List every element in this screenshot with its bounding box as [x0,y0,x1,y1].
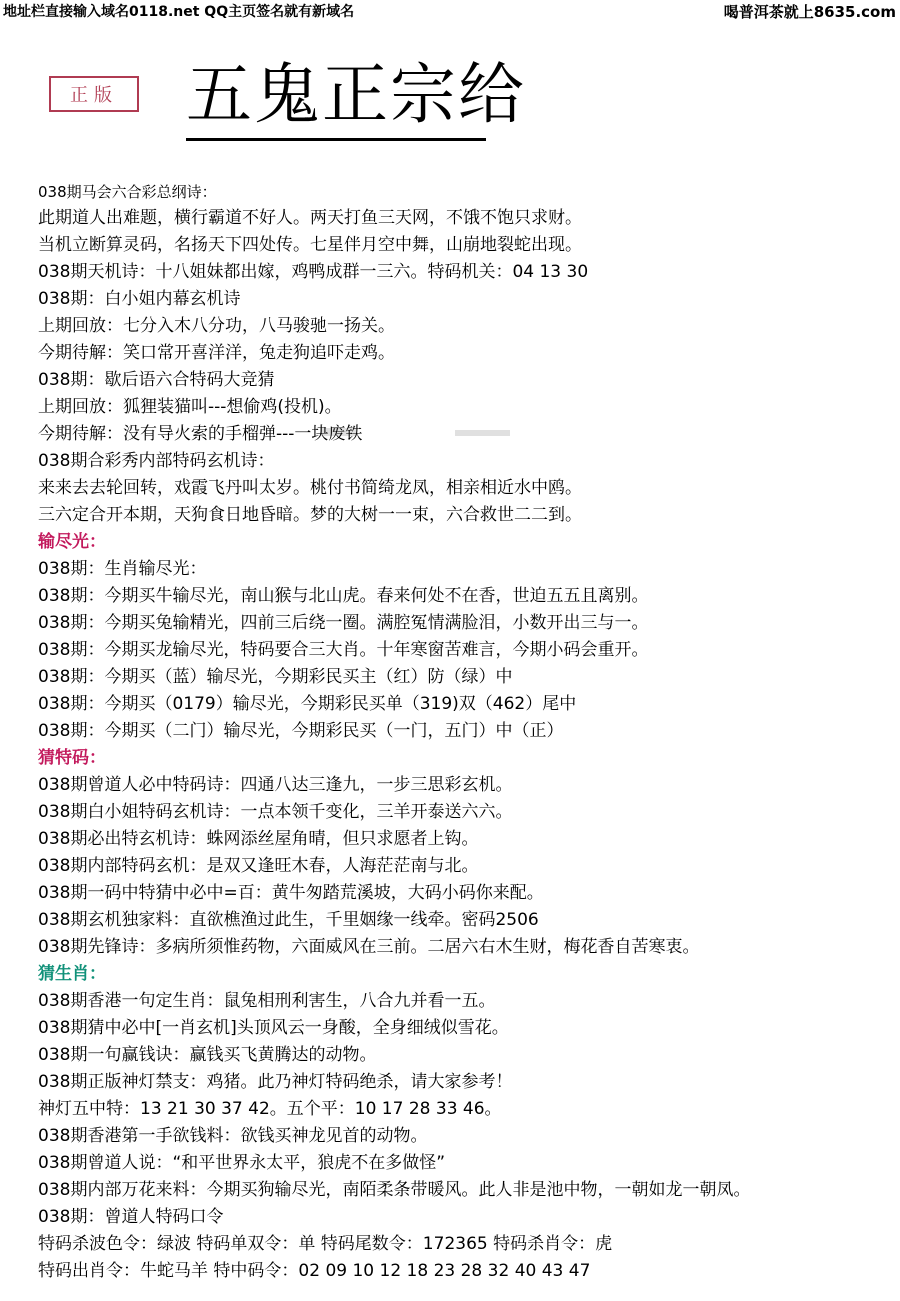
text-line: 上期回放：狐狸装猫叫---想偷鸡(投机)。 [38,397,342,417]
section-heading: 猜生肖： [38,964,106,984]
title-underline [186,138,486,141]
text-line: 038期必出特玄机诗：蛛网添丝屋角晴，但只求愿者上钩。 [38,829,479,849]
text-line: 038期：今期买龙输尽光，特码要合三大肖。十年寒窗苦难言，今期小码会重开。 [38,640,649,660]
text-line: 038期曾道人必中特码诗：四通八达三逢九，一步三思彩玄机。 [38,775,513,795]
text-line: 038期一句赢钱诀：赢钱买飞黄腾达的动物。 [38,1045,377,1065]
text-line: 038期一码中特猜中必中=百：黄牛匆踏荒溪坡，大码小码你来配。 [38,883,544,903]
text-line: 038期：白小姐内幕玄机诗 [38,289,241,309]
top-banner [0,0,900,24]
section-heading: 输尽光： [38,532,106,552]
page-title: 五鬼正宗给 [186,56,526,133]
text-line: 038期香港第一手欲钱料：欲钱买神龙见首的动物。 [38,1126,428,1146]
text-body [38,180,888,1285]
text-line: 038期内部特码玄机：是双又逢旺木春，人海茫茫南与北。 [38,856,479,876]
text-line: 038期：生肖输尽光： [38,559,207,579]
scan-smudge [455,430,510,436]
text-line: 今期待解：笑口常开喜洋洋，兔走狗追吓走鸡。 [38,343,395,363]
text-line: 特码出肖令：牛蛇马羊 特中码令：02 09 10 12 18 23 28 32 40 43 47 [38,1261,591,1281]
text-line: 038期正版神灯禁支：鸡猪。此乃神灯特码绝杀，请大家参考！ [38,1072,513,1092]
text-line: 038期香港一句定生肖：鼠兔相刑利害生，八合九并看一五。 [38,991,496,1011]
text-line: 当机立断算灵码，名扬天下四处传。七星伴月空中舞，山崩地裂蛇出现。 [38,235,582,255]
text-line: 此期道人出难题，横行霸道不好人。两天打鱼三天网，不饿不饱只求财。 [38,208,582,228]
text-line: 038期曾道人说：“和平世界永太平，狼虎不在多做怪” [38,1153,446,1173]
text-line: 038期：今期买牛输尽光，南山猴与北山虎。春来何处不在香，世迫五五且离别。 [38,586,649,606]
text-line: 038期：今期买兔输精光，四前三后绕一圈。满腔冤情满脸泪，小数开出三与一。 [38,613,649,633]
section-heading: 猜特码： [38,748,106,768]
text-line: 038期：今期买（0179）输尽光，今期彩民买单（319)双（462）尾中 [38,694,577,714]
text-line: 上期回放：七分入木八分功，八马骏驰一扬关。 [38,316,395,336]
text-line: 038期天机诗：十八姐妹都出嫁，鸡鸭成群一三六。特码机关：04 13 30 [38,262,589,282]
text-line: 038期合彩秀内部特码玄机诗： [38,451,275,471]
text-line: 038期马会六合彩总纲诗： [38,183,217,201]
text-line: 特码杀波色令：绿波 特码单双令：单 特码尾数令：172365 特码杀肖令：虎 [38,1234,613,1254]
text-line: 038期玄机独家料：直欲樵渔过此生，千里姻缘一线牵。密码2506 [38,910,539,930]
banner-tea-text: 喝普洱茶就上8635.com [723,3,896,21]
text-line: 神灯五中特：13 21 30 37 42。五个平：10 17 28 33 46。 [38,1099,502,1119]
text-line: 038期：今期买（蓝）输尽光，今期彩民买主（红）防（绿）中 [38,667,513,687]
text-line: 038期：歇后语六合特码大竞猜 [38,370,275,390]
text-line: 038期：曾道人特码口令 [38,1207,224,1227]
text-line: 038期先锋诗：多病所须惟药物，六面威风在三前。二居六右木生财，梅花香自苦寒衷。 [38,937,700,957]
text-line: 今期待解：没有导火索的手榴弹---一块废铁 [38,424,363,444]
text-line: 三六定合开本期，天狗食日地昏暗。梦的大树一一束，六合救世二二到。 [38,505,582,525]
banner-domain-text: 地址栏直接输入域名0118.net QQ主页签名就有新域名 [3,4,355,20]
text-line: 038期白小姐特码玄机诗：一点本领千变化，三羊开泰送六六。 [38,802,513,822]
text-line: 038期猜中必中[一肖玄机]头顶风云一身酸，全身细绒似雪花。 [38,1018,509,1038]
text-line: 038期内部万花来料：今期买狗输尽光，南陌柔条带暖风。此人非是池中物，一朝如龙一朝凤。 [38,1180,751,1200]
text-line: 038期：今期买（二门）输尽光，今期彩民买（一门，五门）中（正） [38,721,564,741]
scan-smudge [320,428,356,436]
genuine-badge: 正版 [49,76,139,112]
text-line: 来来去去轮回转，戏霞飞丹叫太岁。桃付书简绮龙凤，相亲相近水中鸥。 [38,478,582,498]
